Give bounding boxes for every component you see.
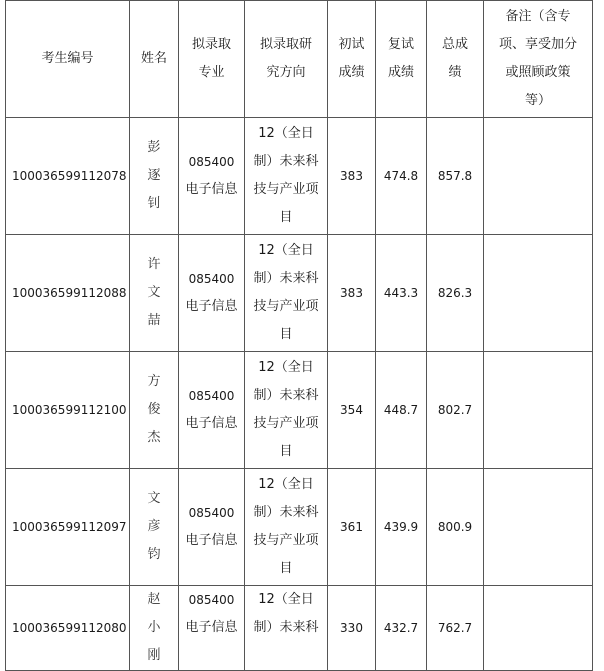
direction-line: 技与产业项 [253,416,319,431]
remarks-cell [484,469,593,586]
name-char: 逐 [147,168,161,183]
major-cell [179,118,245,235]
major-code: 085400 [188,389,235,403]
name-char: 钊 [147,196,161,211]
retest-score-cell: 443.3 [376,235,427,352]
direction-cell [245,235,328,352]
name-char: 喆 [147,313,161,328]
direction-line: 技与产业项 [253,533,319,548]
major-code: 085400 [188,272,235,286]
header-major-line: 拟录取 [191,37,231,52]
direction-cell [245,586,328,671]
direction-line: 目 [279,444,293,459]
name-char: 钧 [147,547,161,562]
table-row [6,469,593,586]
major-code: 085400 [188,506,235,520]
prelim-score-cell: 330 [328,586,376,671]
header-retest-line: 复试 [387,37,414,52]
header-direction-line: 拟录取研 [259,37,312,52]
exam-no-cell: 100036599112100 [6,352,130,469]
name-char: 文 [147,285,161,300]
direction-line: 制）未来科 [253,271,319,286]
major-cell [179,469,245,586]
header-prelim [328,1,376,118]
direction-line: 制）未来科 [253,154,319,169]
name-char: 彭 [147,140,161,155]
total-score-cell: 762.7 [427,586,484,671]
retest-score-cell: 439.9 [376,469,427,586]
header-total-line: 总成 [441,37,468,52]
direction-line: 12（全日 [258,126,314,141]
direction-line: 制）未来科 [253,505,319,520]
major-code: 085400 [188,155,235,169]
header-direction [245,1,328,118]
retest-score-cell: 474.8 [376,118,427,235]
direction-line: 12（全日 [258,243,314,258]
major-cell [179,586,245,671]
header-remarks [484,1,593,118]
direction-line: 12（全日 [258,360,314,375]
major-cell [179,352,245,469]
table-row [6,235,593,352]
name-char: 赵 [147,592,161,607]
direction-line: 目 [279,327,293,342]
header-direction-line: 究方向 [266,65,306,80]
name-cell [130,469,179,586]
header-retest-line: 成绩 [387,65,414,80]
exam-no-cell: 100036599112078 [6,118,130,235]
direction-line: 12（全日 [258,592,314,607]
admission-table [5,0,593,671]
direction-line: 目 [279,210,293,225]
name-char: 小 [147,620,161,635]
major-name: 电子信息 [185,533,238,548]
exam-no-cell: 100036599112097 [6,469,130,586]
direction-line: 制）未来科 [253,620,319,635]
header-name: 姓名 [130,1,179,118]
table-row [6,118,593,235]
header-total-line: 绩 [448,65,462,80]
direction-cell [245,118,328,235]
remarks-cell [484,118,593,235]
name-cell [130,118,179,235]
name-char: 刚 [147,648,161,663]
major-cell [179,235,245,352]
header-exam-no: 考生编号 [6,1,130,118]
header-prelim-line: 成绩 [338,65,365,80]
table-row [6,586,593,671]
retest-score-cell: 448.7 [376,352,427,469]
name-char: 文 [147,491,161,506]
header-remarks-line: 备注（含专 [505,9,571,24]
direction-line: 目 [279,561,293,576]
header-prelim-line: 初试 [338,37,365,52]
total-score-cell: 826.3 [427,235,484,352]
direction-line: 技与产业项 [253,182,319,197]
direction-cell [245,352,328,469]
retest-score-cell: 432.7 [376,586,427,671]
total-score-cell: 800.9 [427,469,484,586]
exam-no-cell: 100036599112088 [6,235,130,352]
name-cell [130,352,179,469]
total-score-cell: 802.7 [427,352,484,469]
name-char: 方 [147,374,161,389]
header-major-line: 专业 [198,65,225,80]
major-name: 电子信息 [185,620,238,635]
header-retest [376,1,427,118]
name-char: 杰 [147,430,161,445]
name-char: 俊 [147,402,161,417]
name-cell [130,586,179,671]
remarks-cell [484,235,593,352]
major-name: 电子信息 [185,182,238,197]
remarks-cell [484,586,593,671]
direction-line: 制）未来科 [253,388,319,403]
prelim-score-cell: 383 [328,235,376,352]
direction-line: 技与产业项 [253,299,319,314]
header-remarks-line: 或照顾政策 [505,65,571,80]
prelim-score-cell: 383 [328,118,376,235]
direction-line: 12（全日 [258,477,314,492]
header-row [6,1,593,118]
table-row [6,352,593,469]
header-total [427,1,484,118]
prelim-score-cell: 361 [328,469,376,586]
direction-cell [245,469,328,586]
name-char: 许 [147,257,161,272]
header-major [179,1,245,118]
prelim-score-cell: 354 [328,352,376,469]
remarks-cell [484,352,593,469]
major-name: 电子信息 [185,416,238,431]
major-code: 085400 [188,593,235,607]
exam-no-cell: 100036599112080 [6,586,130,671]
name-char: 彦 [147,519,161,534]
header-remarks-line: 项、享受加分 [498,37,577,52]
name-cell [130,235,179,352]
header-remarks-line: 等） [524,93,551,108]
total-score-cell: 857.8 [427,118,484,235]
major-name: 电子信息 [185,299,238,314]
